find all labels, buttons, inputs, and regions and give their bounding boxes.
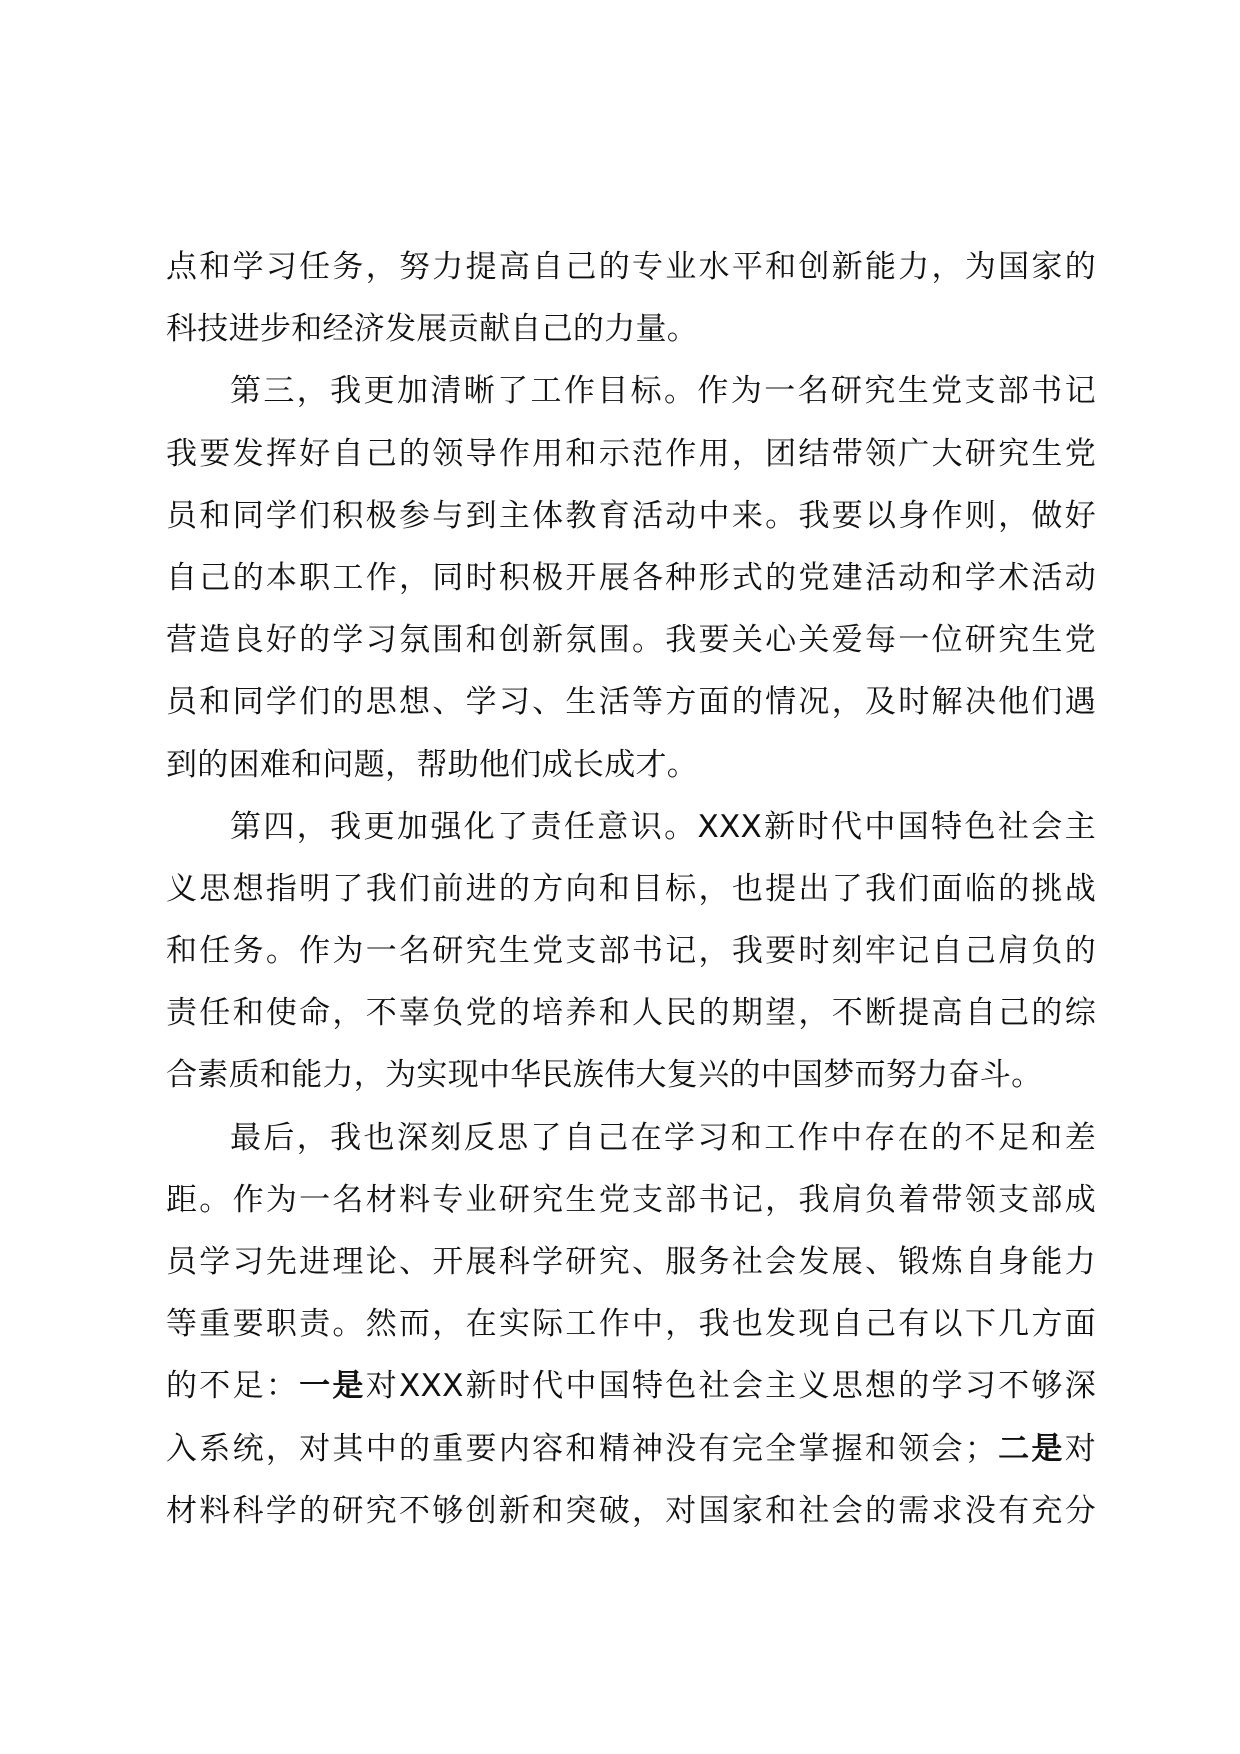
- paragraph-line: 最后，我也深刻反思了自己在学习和工作中存在的不足和差: [230, 1119, 1096, 1156]
- paragraph-line: 员和同学们的思想、学习、生活等方面的情况，及时解决他们遇: [166, 684, 1096, 721]
- document-body: [166, 236, 1096, 1542]
- paragraph-line: 和任务。作为一名研究生党支部书记，我要时刻牢记自己肩负的: [166, 933, 1096, 970]
- paragraph-line: 合素质和能力，为实现中华民族伟大复兴的中国梦而努力奋斗。: [166, 1057, 1043, 1094]
- paragraph-line: 等重要职责。然而，在实际工作中，我也发现自己有以下几方面: [166, 1306, 1096, 1343]
- paragraph-line: 自己的本职工作，同时积极开展各种形式的党建活动和学术活动: [166, 559, 1096, 596]
- paragraph-line: 点和学习任务，努力提高自己的专业水平和创新能力，为国家的: [166, 249, 1096, 285]
- paragraph-line: 科技进步和经济发展贡献自己的力量。: [166, 311, 699, 348]
- paragraph-line: 营造良好的学习氛围和创新氛围。我要关心关爱每一位研究生党: [166, 622, 1096, 659]
- emphasis-text: 一是: [299, 1368, 366, 1405]
- paragraph-line: 到的困难和问题，帮助他们成长成才。: [166, 746, 699, 783]
- line-text: 的不足：: [166, 1368, 300, 1405]
- paragraph-line: 第四，我更加强化了责任意识。XXX新时代中国特色社会主: [230, 808, 1096, 845]
- paragraph-line: 员和同学们积极参与到主体教育活动中来。我要以身作则，做好: [166, 497, 1096, 534]
- line-text: 入系统，对其中的重要内容和精神没有完全掌握和领会；: [166, 1430, 997, 1467]
- line-text: 对XXX新时代中国特色社会主义思想的学习不够深: [365, 1368, 1097, 1405]
- paragraph-line: 义思想指明了我们前进的方向和目标，也提出了我们面临的挑战: [166, 870, 1096, 907]
- paragraph-line: 我要发挥好自己的领导作用和示范作用，团结带领广大研究生党: [166, 435, 1096, 472]
- paragraph-line: [166, 1355, 1096, 1417]
- paragraph-line: 材料科学的研究不够创新和突破，对国家和社会的需求没有充分: [166, 1492, 1096, 1529]
- line-text: 对: [1064, 1430, 1096, 1467]
- paragraph-line: 员学习先进理论、开展科学研究、服务社会发展、锻炼自身能力: [166, 1244, 1096, 1280]
- paragraph-line: 距。作为一名材料专业研究生党支部书记，我肩负着带领支部成: [166, 1181, 1096, 1218]
- paragraph-line: 责任和使命，不辜负党的培养和人民的期望，不断提高自己的综: [166, 995, 1096, 1032]
- paragraph-line: 第三，我更加清晰了工作目标。作为一名研究生党支部书记: [230, 373, 1096, 410]
- emphasis-text: 二是: [996, 1430, 1065, 1467]
- paragraph-line: [166, 1418, 1096, 1480]
